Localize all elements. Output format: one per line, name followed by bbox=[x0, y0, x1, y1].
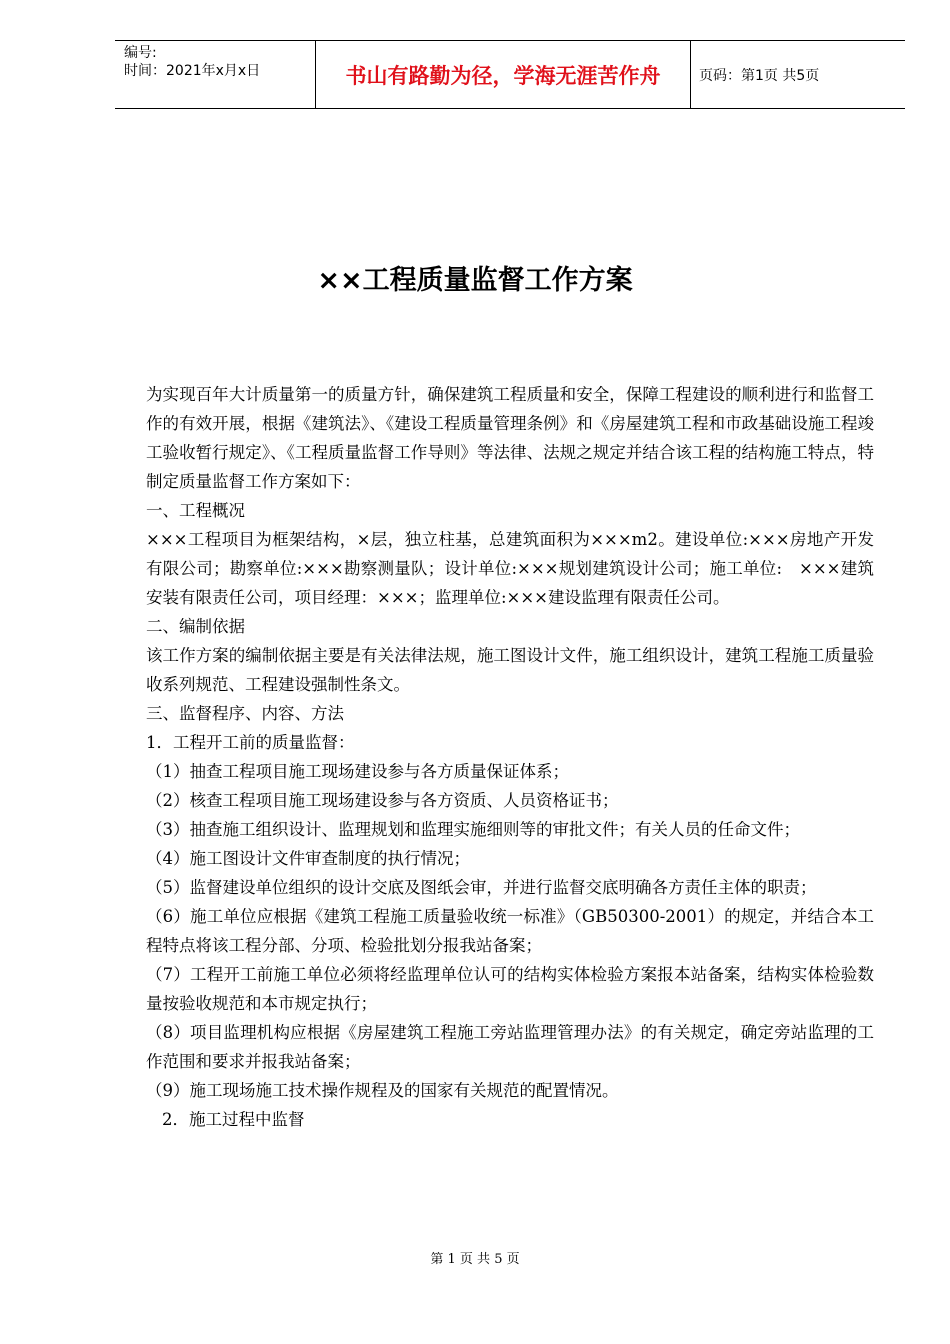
list-item: （4）施工图设计文件审查制度的执行情况； bbox=[146, 849, 470, 868]
list-item: （9）施工现场施工技术操作规程及的国家有关规范的配置情况。 bbox=[146, 1081, 619, 1100]
list-item: （6）施工单位应根据《建筑工程施工质量验收统一标准》（GB50300-2001）的规定，并结合本工程特点将该工程分部、分项、检验批划分报我站备案； bbox=[146, 907, 874, 955]
time-label: 时间：2021年x月x日 bbox=[124, 63, 261, 79]
list-item: （3）抽查施工组织设计、监理规划和监理实施细则等的审批文件；有关人员的任命文件； bbox=[146, 820, 800, 839]
section-heading-procedure: 三、监督程序、内容、方法 bbox=[146, 704, 344, 723]
page-footer: 第 1 页 共 5 页 bbox=[430, 1252, 520, 1267]
paragraph-intro: 为实现百年大计质量第一的质量方针，确保建筑工程质量和安全，保障工程建设的顺利进行和监督工作的有效开展，根据《建筑法》、《建设工程质量管理条例》和《房屋建筑工程和市政基础设施工程竣工验收暂行规定》、《工程质量监督工作导则》等法律、法规之规定并结合该工程的结构施工特点，特制定质量监督工作方案如下： bbox=[146, 385, 874, 491]
paragraph-overview: ×××工程项目为框架结构，×层，独立柱基，总建筑面积为×××m2。建设单位:×××房地产开发有限公司；勘察单位:×××勘察测量队；设计单位:×××规划建筑设计公司；施工单位: ×××建筑安装有限责任公司，项目经理：×××；监理单位:×××建设监理有限责任公司。 bbox=[146, 530, 874, 607]
section-heading-basis: 二、编制依据 bbox=[146, 617, 245, 636]
header-table bbox=[115, 40, 905, 109]
document-body bbox=[146, 380, 874, 1134]
document-title: ××工程质量监督工作方案 bbox=[317, 265, 633, 296]
list-item: （1）抽查工程项目施工现场建设参与各方质量保证体系； bbox=[146, 762, 569, 781]
header-meta-cell bbox=[115, 41, 315, 108]
subsection-heading-pre-start: 1．工程开工前的质量监督： bbox=[146, 733, 355, 752]
list-item: （8）项目监理机构应根据《房屋建筑工程施工旁站监理管理办法》的有关规定，确定旁站监理的工作范围和要求并报我站备案； bbox=[146, 1023, 874, 1071]
list-item: （2）核查工程项目施工现场建设参与各方资质、人员资格证书； bbox=[146, 791, 619, 810]
subsection-heading-construction: 2．施工过程中监督 bbox=[162, 1110, 305, 1129]
header-page-info: 页码：第1页 共5页 bbox=[699, 67, 820, 84]
section-heading-overview: 一、工程概况 bbox=[146, 501, 245, 520]
header-motto: 书山有路勤为径，学海无涯苦作舟 bbox=[315, 41, 691, 108]
paragraph-basis: 该工作方案的编制依据主要是有关法律法规，施工图设计文件，施工组织设计，建筑工程施工质量验收系列规范、工程建设强制性条文。 bbox=[146, 646, 874, 694]
number-label: 编号: bbox=[124, 45, 157, 61]
list-item: （7）工程开工前施工单位必须将经监理单位认可的结构实体检验方案报本站备案，结构实体检验数量按验收规范和本市规定执行； bbox=[146, 965, 874, 1013]
list-item: （5）监督建设单位组织的设计交底及图纸会审，并进行监督交底明确各方责任主体的职责； bbox=[146, 878, 817, 897]
